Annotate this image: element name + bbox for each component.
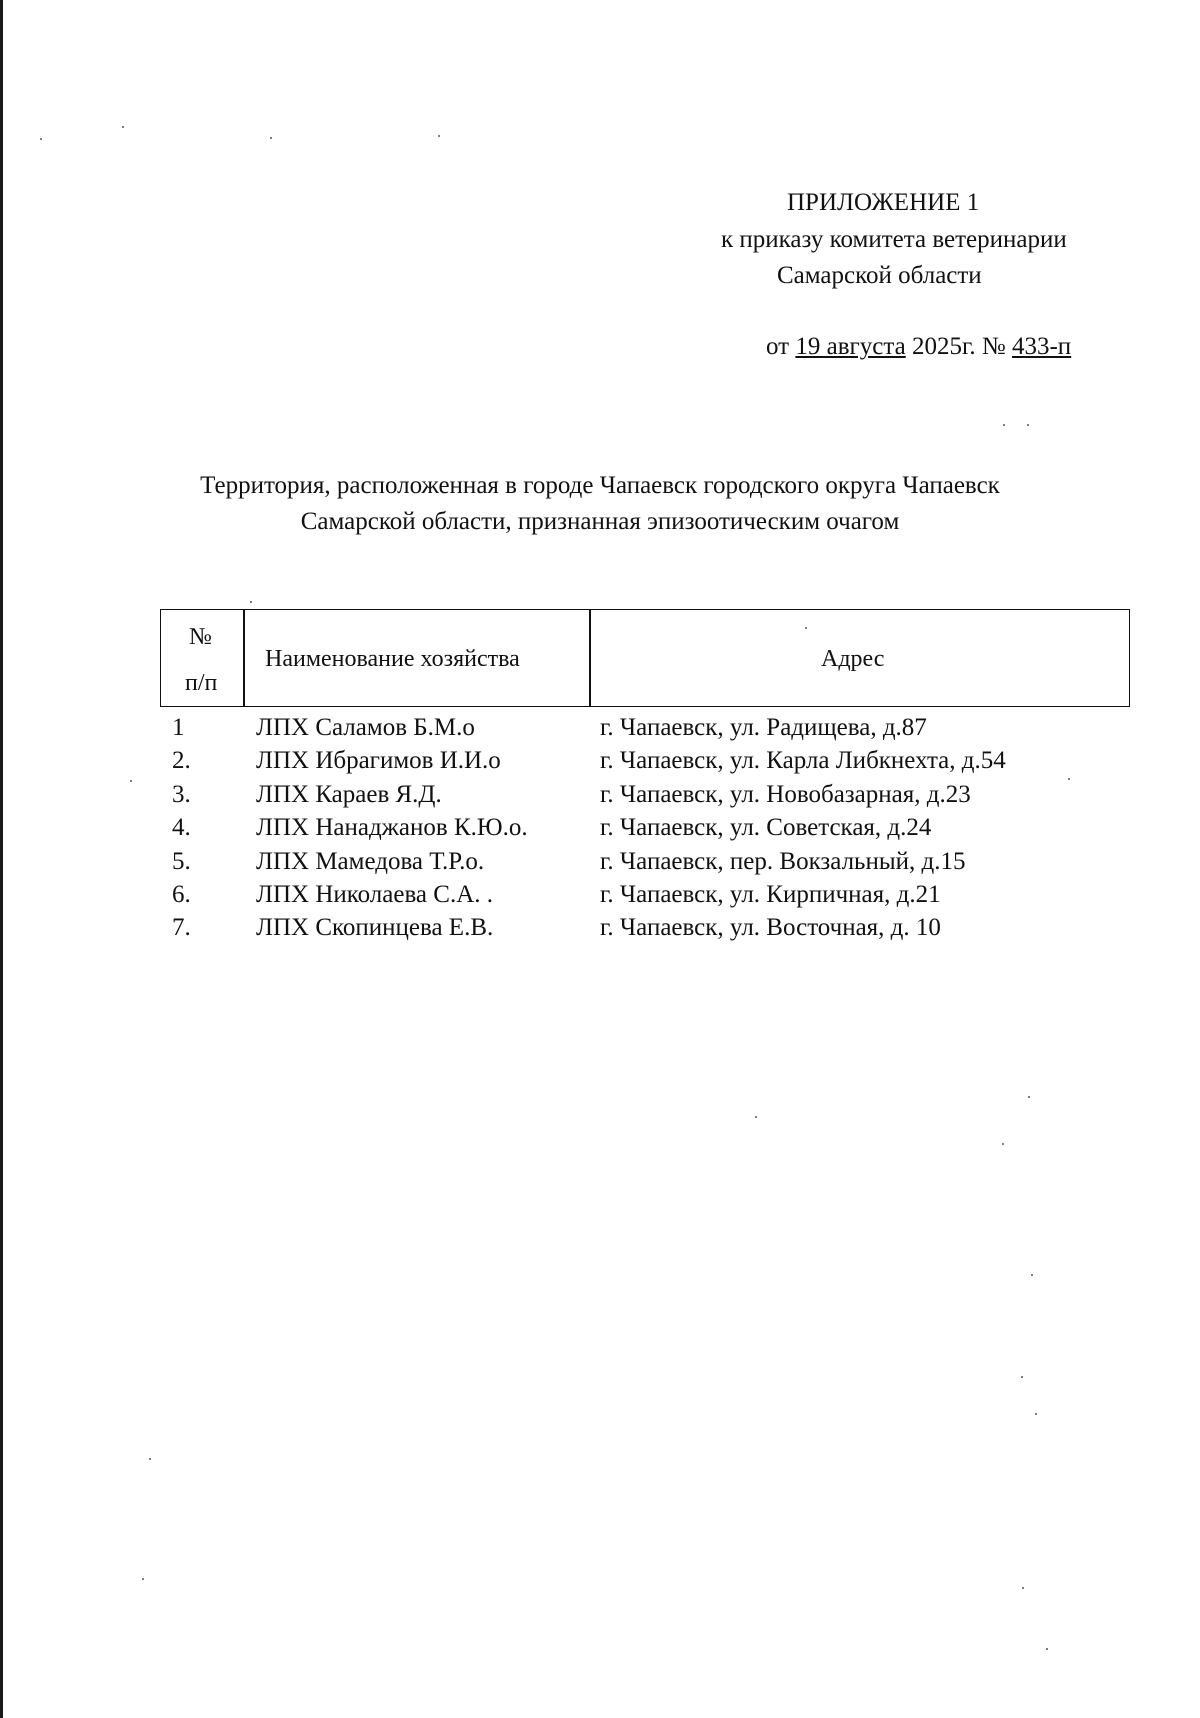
scan-speck <box>149 1458 151 1460</box>
scan-speck <box>250 601 252 603</box>
farm-address: г. Чапаевск, ул. Радищева, д.87 <box>600 714 927 741</box>
document-title-line-2: Самарской области, признанная эпизоотическим очагом <box>300 508 900 535</box>
appendix-order-reference: к приказу комитета ветеринарии <box>721 226 1067 253</box>
document-title-line-1: Территория, расположенная в городе Чапаевск городского округа Чапаевск <box>200 472 1000 499</box>
table-row <box>160 911 1130 944</box>
row-number: 6. <box>172 880 191 908</box>
scan-speck <box>1027 424 1029 426</box>
scan-edge <box>0 0 3 1718</box>
row-number: 2. <box>172 747 191 775</box>
farm-address: г. Чапаевск, ул. Советская, д.24 <box>600 814 932 842</box>
farm-address: г. Чапаевск, ул. Восточная, д. 10 <box>600 914 941 942</box>
scan-speck <box>122 126 124 128</box>
row-number: 7. <box>172 914 191 942</box>
scan-speck <box>270 137 272 139</box>
farm-name: ЛПХ Ибрагимов И.И.о <box>256 747 501 775</box>
scan-speck <box>755 1116 757 1118</box>
scan-speck <box>1022 1587 1024 1589</box>
table-row <box>160 878 1130 911</box>
row-number: 3. <box>172 780 191 808</box>
table-body <box>160 711 1130 945</box>
row-number: 4. <box>172 814 191 842</box>
farm-name: ЛПХ Нанаджанов К.Ю.о. <box>256 814 528 842</box>
farm-name: ЛПХ Мамедова Т.Р.о. <box>256 847 485 875</box>
farm-name: ЛПХ Караев Я.Д. <box>256 780 442 808</box>
order-date: 19 августа <box>795 333 906 360</box>
header-number-sign: № <box>189 624 212 650</box>
scan-speck <box>142 1578 144 1580</box>
table-row <box>160 711 1130 744</box>
scan-speck <box>1031 1274 1033 1276</box>
scan-speck <box>1028 1096 1030 1098</box>
row-number: 5. <box>172 847 191 875</box>
appendix-order-line <box>766 327 1071 367</box>
appendix-region: Самарской области <box>777 262 982 289</box>
header-number-abbr: п/п <box>185 670 218 696</box>
header-address: Адрес <box>821 646 885 672</box>
scan-speck <box>1002 1143 1004 1145</box>
farm-address: г. Чапаевск, ул. Новобазарная, д.23 <box>600 780 971 808</box>
farm-address: г. Чапаевск, ул. Карла Либкнехта, д.54 <box>600 747 1006 775</box>
table-row <box>160 845 1130 878</box>
farm-address: г. Чапаевск, пер. Вокзальный, д.15 <box>600 847 966 875</box>
scan-speck <box>1035 1413 1037 1415</box>
scan-speck <box>130 780 132 782</box>
table-header <box>160 609 1130 707</box>
scan-speck <box>1046 1648 1048 1650</box>
column-divider <box>589 610 591 706</box>
row-number: 1 <box>172 714 185 741</box>
farm-name: ЛПХ Саламов Б.М.о <box>256 714 475 741</box>
farm-address: г. Чапаевск, ул. Кирпичная, д.21 <box>600 880 941 908</box>
scan-speck <box>438 135 440 137</box>
order-year: 2025г. № <box>905 333 1012 360</box>
farm-name: ЛПХ Николаева С.А. . <box>256 880 494 908</box>
table-row <box>160 811 1130 844</box>
farm-name: ЛПХ Скопинцева Е.В. <box>256 914 494 942</box>
appendix-title: ПРИЛОЖЕНИЕ 1 <box>787 189 980 216</box>
scan-speck <box>40 138 42 140</box>
order-number: 433-п <box>1011 333 1072 360</box>
header-farm-name: Наименование хозяйства <box>265 646 520 672</box>
scan-speck <box>1003 424 1005 426</box>
table-row <box>160 778 1130 811</box>
scan-speck <box>1021 1376 1023 1378</box>
column-divider <box>243 610 245 706</box>
table-row <box>160 744 1130 777</box>
order-prefix: от <box>766 333 796 360</box>
